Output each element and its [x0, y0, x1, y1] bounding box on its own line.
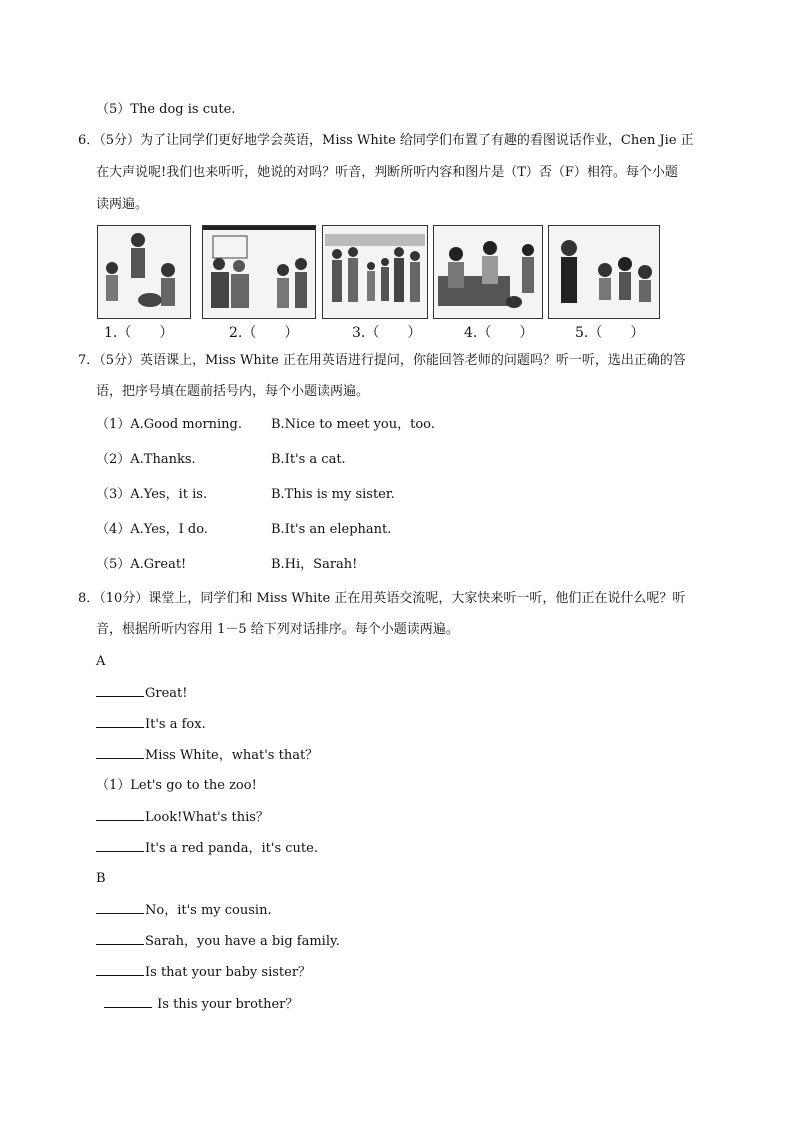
picture-4-illustration	[434, 226, 542, 318]
q7-option-2b[interactable]: B.It's a cat.	[271, 452, 346, 467]
q6-picture-5	[548, 225, 660, 319]
picture-1-illustration	[98, 226, 190, 318]
dialogue-text: Great!	[145, 686, 188, 701]
answer-blank[interactable]	[96, 684, 144, 697]
q7-option-3a[interactable]: （3）A.Yes，it is.	[96, 487, 208, 502]
q8-b-line-4	[104, 995, 298, 1014]
answer-blank[interactable]	[104, 995, 152, 1008]
q6-answer-label-4[interactable]: 4.（ ）	[464, 325, 534, 341]
picture-2-illustration	[203, 226, 315, 318]
q8-b-line-3	[96, 963, 311, 982]
answer-blank[interactable]	[96, 932, 144, 945]
q8-a-line-2	[96, 715, 206, 734]
q8-b-line-1	[96, 901, 272, 920]
answer-blank[interactable]	[96, 715, 144, 728]
q8-instruction-line2: 音，根据所听内容用 1－5 给下列对话排序。每个小题读两遍。	[96, 622, 459, 637]
dialogue-text: It's a fox.	[145, 717, 206, 732]
dialogue-text: No，it's my cousin.	[145, 903, 272, 918]
q6-picture-strip	[97, 225, 662, 319]
q6-picture-2	[202, 225, 316, 319]
q6-instruction-line1: 6．（5分）为了让同学们更好地学会英语，Miss White 给同学们布置了有趣的看图说话作业，Chen Jie 正	[78, 133, 694, 148]
prev-item-5: （5）The dog is cute.	[96, 102, 236, 117]
q6-answer-label-1[interactable]: 1.（ ）	[104, 325, 174, 341]
q7-option-5b[interactable]: B.Hi，Sarah!	[271, 557, 358, 572]
q8-part-a-heading: A	[96, 654, 106, 669]
answer-blank[interactable]	[96, 839, 144, 852]
dialogue-text: Is that your baby sister？	[145, 965, 312, 980]
dialogue-text: Is this your brother？	[157, 997, 299, 1012]
q6-picture-3	[322, 225, 428, 319]
q7-option-1b[interactable]: B.Nice to meet you，too.	[271, 417, 435, 432]
q6-answer-label-2[interactable]: 2.（ ）	[229, 325, 299, 341]
q8-a-line-5	[96, 808, 269, 827]
answer-blank[interactable]	[96, 746, 144, 759]
dialogue-text: Sarah，you have a big family.	[145, 934, 340, 949]
q6-instruction-line2: 在大声说呢!我们也来听听，她说的对吗？听音，判断所听内容和图片是（T）否（F）相符。每个小题	[96, 165, 678, 180]
dialogue-text: Look!What's this？	[145, 810, 269, 825]
picture-5-illustration	[549, 226, 659, 318]
q6-picture-1	[97, 225, 191, 319]
q8-a-line-3	[96, 746, 318, 765]
q7-option-2a[interactable]: （2）A.Thanks.	[96, 452, 196, 467]
q8-a-line-1	[96, 684, 188, 703]
q7-option-5a[interactable]: （5）A.Great!	[96, 557, 187, 572]
q8-a-line-4: （1）Let's go to the zoo!	[96, 778, 257, 793]
picture-3-illustration	[323, 226, 427, 318]
q7-option-3b[interactable]: B.This is my sister.	[271, 487, 395, 502]
q7-option-4a[interactable]: （4）A.Yes，I do.	[96, 522, 208, 537]
q7-option-4b[interactable]: B.It's an elephant.	[271, 522, 392, 537]
q8-instruction-line1: 8．（10分）课堂上，同学们和 Miss White 正在用英语交流呢，大家快来听一听，他们正在说什么呢？听	[78, 591, 686, 606]
q7-instruction-line1: 7．（5分）英语课上，Miss White 正在用英语进行提问，你能回答老师的问题吗？听一听，选出正确的答	[78, 353, 686, 368]
q8-part-b-heading: B	[96, 871, 106, 886]
q7-instruction-line2: 语，把序号填在题前括号内，每个小题读两遍。	[96, 384, 370, 399]
answer-blank[interactable]	[96, 901, 144, 914]
dialogue-text: Miss White，what's that？	[145, 748, 319, 763]
q6-answer-label-3[interactable]: 3.（ ）	[352, 325, 422, 341]
q6-picture-4	[433, 225, 543, 319]
answer-blank[interactable]	[96, 963, 144, 976]
dialogue-text: It's a red panda，it's cute.	[145, 841, 318, 856]
q6-instruction-line3: 读两遍。	[96, 197, 149, 212]
answer-blank[interactable]	[96, 808, 144, 821]
q8-a-line-6	[96, 839, 318, 858]
q6-answer-label-5[interactable]: 5.（ ）	[575, 325, 645, 341]
q7-option-1a[interactable]: （1）A.Good morning.	[96, 417, 243, 432]
q8-b-line-2	[96, 932, 340, 951]
